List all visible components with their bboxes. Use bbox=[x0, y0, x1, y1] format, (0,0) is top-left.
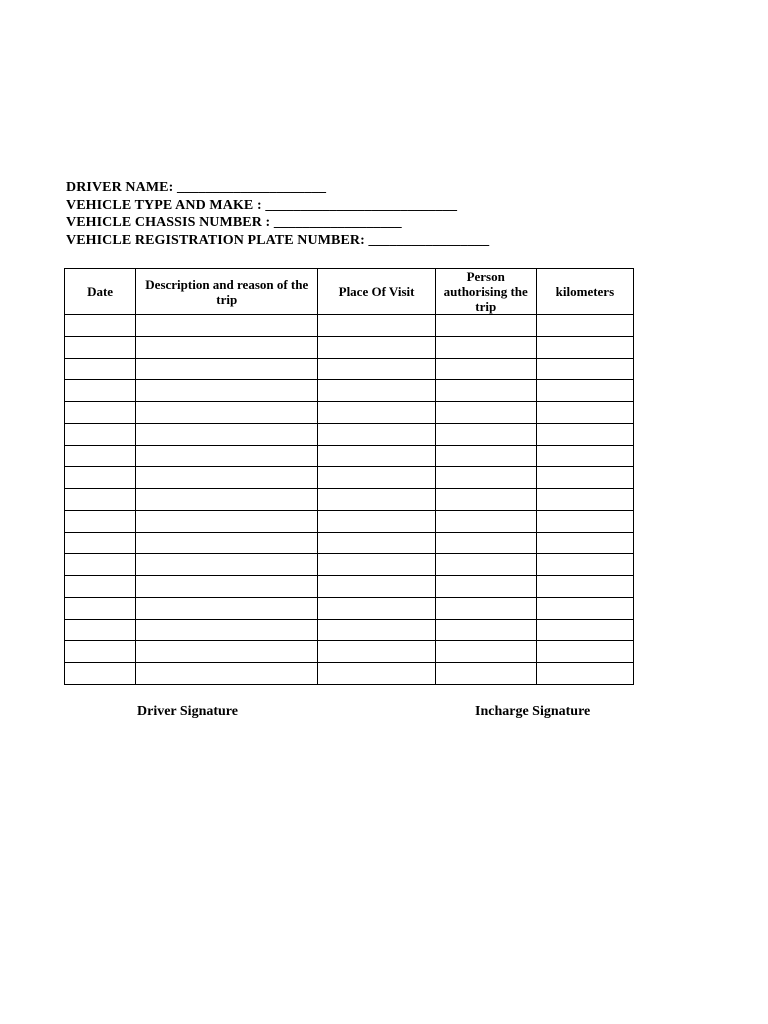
table-cell[interactable] bbox=[136, 445, 318, 467]
table-cell[interactable] bbox=[318, 445, 435, 467]
table-cell[interactable] bbox=[536, 358, 633, 380]
table-row bbox=[65, 336, 634, 358]
table-row bbox=[65, 510, 634, 532]
table-cell[interactable] bbox=[536, 597, 633, 619]
column-header-kilometers: kilometers bbox=[536, 269, 633, 315]
registration-plate-field bbox=[66, 232, 489, 250]
table-cell[interactable] bbox=[318, 380, 435, 402]
table-cell[interactable] bbox=[435, 554, 536, 576]
table-row bbox=[65, 532, 634, 554]
registration-plate-blank[interactable]: _________________ bbox=[368, 232, 490, 248]
table-row bbox=[65, 576, 634, 598]
table-cell[interactable] bbox=[65, 445, 136, 467]
table-cell[interactable] bbox=[136, 510, 318, 532]
table-cell[interactable] bbox=[435, 315, 536, 337]
table-cell[interactable] bbox=[435, 336, 536, 358]
column-header-person: Person authorising the trip bbox=[435, 269, 536, 315]
table-cell[interactable] bbox=[65, 315, 136, 337]
table-cell[interactable] bbox=[536, 336, 633, 358]
chassis-number-label: VEHICLE CHASSIS NUMBER : bbox=[66, 215, 271, 230]
table-cell[interactable] bbox=[318, 619, 435, 641]
table-row bbox=[65, 467, 634, 489]
table-cell[interactable] bbox=[536, 402, 633, 424]
table-cell[interactable] bbox=[318, 489, 435, 511]
table-cell[interactable] bbox=[136, 467, 318, 489]
table-cell[interactable] bbox=[136, 423, 318, 445]
table-cell[interactable] bbox=[435, 576, 536, 598]
table-cell[interactable] bbox=[136, 532, 318, 554]
table-cell[interactable] bbox=[136, 336, 318, 358]
table-row bbox=[65, 423, 634, 445]
table-cell[interactable] bbox=[435, 663, 536, 685]
table-cell[interactable] bbox=[318, 641, 435, 663]
table-cell[interactable] bbox=[136, 554, 318, 576]
table-cell[interactable] bbox=[65, 597, 136, 619]
table-row bbox=[65, 402, 634, 424]
trip-log-table bbox=[64, 268, 634, 685]
table-cell[interactable] bbox=[136, 576, 318, 598]
table-cell[interactable] bbox=[136, 489, 318, 511]
table-cell[interactable] bbox=[536, 510, 633, 532]
vehicle-type-blank[interactable]: ___________________________ bbox=[265, 197, 458, 213]
chassis-number-field bbox=[66, 214, 489, 232]
table-cell[interactable] bbox=[435, 402, 536, 424]
table-cell[interactable] bbox=[435, 619, 536, 641]
table-cell[interactable] bbox=[136, 402, 318, 424]
table-cell[interactable] bbox=[318, 597, 435, 619]
table-cell[interactable] bbox=[65, 402, 136, 424]
table-cell[interactable] bbox=[136, 663, 318, 685]
table-row bbox=[65, 489, 634, 511]
table-cell[interactable] bbox=[318, 663, 435, 685]
table-cell[interactable] bbox=[536, 554, 633, 576]
table-cell[interactable] bbox=[136, 619, 318, 641]
table-cell[interactable] bbox=[435, 510, 536, 532]
table-row bbox=[65, 619, 634, 641]
driver-name-blank[interactable]: _____________________ bbox=[176, 180, 327, 195]
table-cell[interactable] bbox=[65, 663, 136, 685]
table-cell[interactable] bbox=[435, 597, 536, 619]
table-cell[interactable] bbox=[435, 532, 536, 554]
table-cell[interactable] bbox=[65, 641, 136, 663]
table-cell[interactable] bbox=[536, 489, 633, 511]
table-cell[interactable] bbox=[136, 315, 318, 337]
table-cell[interactable] bbox=[65, 380, 136, 402]
driver-name-field bbox=[66, 179, 489, 197]
table-cell[interactable] bbox=[136, 380, 318, 402]
column-header-date: Date bbox=[65, 269, 136, 315]
table-cell[interactable] bbox=[536, 467, 633, 489]
table-cell[interactable] bbox=[435, 380, 536, 402]
incharge-signature-label: Incharge Signature bbox=[475, 704, 591, 719]
table-cell[interactable] bbox=[318, 576, 435, 598]
table-cell[interactable] bbox=[65, 554, 136, 576]
table-cell[interactable] bbox=[536, 423, 633, 445]
table-cell[interactable] bbox=[318, 467, 435, 489]
table-cell[interactable] bbox=[435, 489, 536, 511]
table-cell[interactable] bbox=[65, 619, 136, 641]
driver-signature-label: Driver Signature bbox=[137, 704, 238, 719]
table-cell[interactable] bbox=[435, 467, 536, 489]
table-cell[interactable] bbox=[318, 402, 435, 424]
table-row bbox=[65, 315, 634, 337]
table-cell[interactable] bbox=[65, 336, 136, 358]
table-row bbox=[65, 445, 634, 467]
table-row bbox=[65, 641, 634, 663]
column-header-place: Place Of Visit bbox=[318, 269, 435, 315]
table-cell[interactable] bbox=[65, 532, 136, 554]
table-cell[interactable] bbox=[136, 641, 318, 663]
table-cell[interactable] bbox=[536, 663, 633, 685]
vehicle-details bbox=[66, 179, 489, 249]
table-cell[interactable] bbox=[435, 445, 536, 467]
table-row bbox=[65, 358, 634, 380]
table-cell[interactable] bbox=[65, 576, 136, 598]
table-cell[interactable] bbox=[536, 315, 633, 337]
table-cell[interactable] bbox=[136, 358, 318, 380]
table-cell[interactable] bbox=[65, 358, 136, 380]
registration-plate-label: VEHICLE REGISTRATION PLATE NUMBER: bbox=[66, 232, 365, 248]
table-cell[interactable] bbox=[318, 554, 435, 576]
table-cell[interactable] bbox=[536, 576, 633, 598]
table-cell[interactable] bbox=[318, 532, 435, 554]
table-row bbox=[65, 380, 634, 402]
table-cell[interactable] bbox=[318, 358, 435, 380]
table-cell[interactable] bbox=[65, 489, 136, 511]
table-cell[interactable] bbox=[136, 597, 318, 619]
column-header-description: Description and reason of the trip bbox=[136, 269, 318, 315]
table-cell[interactable] bbox=[536, 641, 633, 663]
table-cell[interactable] bbox=[65, 510, 136, 532]
table-row bbox=[65, 663, 634, 685]
table-cell[interactable] bbox=[536, 445, 633, 467]
vehicle-type-label: VEHICLE TYPE AND MAKE : bbox=[66, 197, 262, 213]
table-cell[interactable] bbox=[435, 641, 536, 663]
table-cell[interactable] bbox=[65, 467, 136, 489]
table-row bbox=[65, 554, 634, 576]
table-cell[interactable] bbox=[435, 423, 536, 445]
table-cell[interactable] bbox=[536, 532, 633, 554]
table-cell[interactable] bbox=[318, 336, 435, 358]
table-cell[interactable] bbox=[318, 510, 435, 532]
chassis-number-blank[interactable]: __________________ bbox=[273, 215, 402, 230]
table-row bbox=[65, 597, 634, 619]
table-header-row bbox=[65, 269, 634, 315]
driver-name-label: DRIVER NAME: bbox=[66, 180, 174, 195]
table-cell[interactable] bbox=[435, 358, 536, 380]
table-cell[interactable] bbox=[536, 380, 633, 402]
table-cell[interactable] bbox=[536, 619, 633, 641]
table-cell[interactable] bbox=[65, 423, 136, 445]
table-cell[interactable] bbox=[318, 315, 435, 337]
vehicle-type-field bbox=[66, 197, 489, 215]
table-body bbox=[65, 315, 634, 685]
table-cell[interactable] bbox=[318, 423, 435, 445]
